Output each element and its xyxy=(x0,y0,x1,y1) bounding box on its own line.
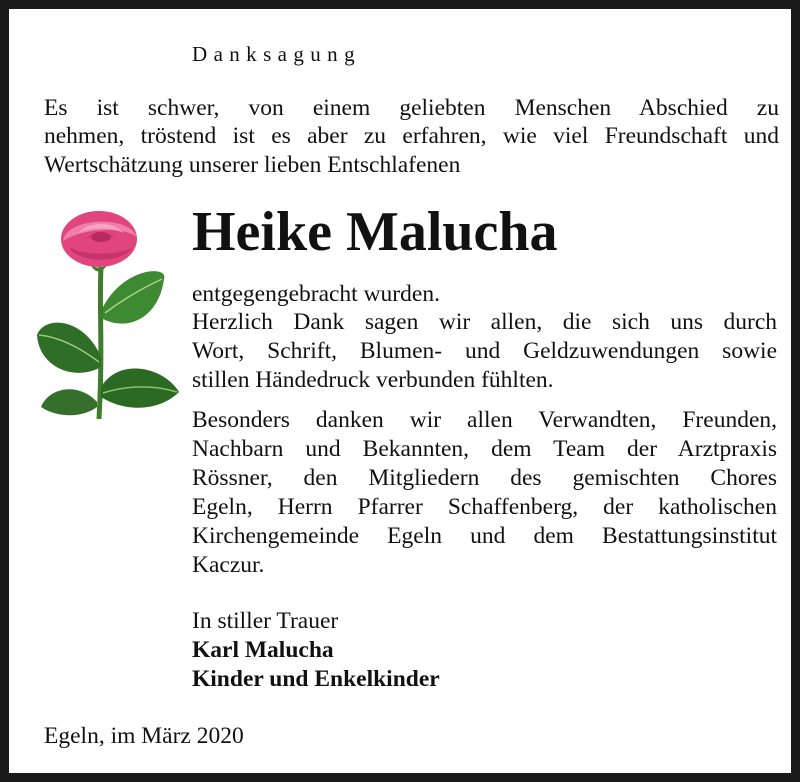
body-line: stillen Händedruck verbunden fühlten. xyxy=(192,367,554,393)
intro-line: Es ist schwer, von einem geliebten Menschen Abschied zu xyxy=(44,95,779,121)
intro-line: Wertschätzung unserer lieben Entschlafenen xyxy=(44,152,461,178)
rose-icon xyxy=(29,207,184,422)
body-line: Wort, Schrift, Blumen- und Geldzuwendungen sowie xyxy=(192,338,777,364)
notice-heading: Danksagung xyxy=(192,42,361,66)
closing-text: In stiller Trauer xyxy=(192,608,339,634)
signatory-family: Kinder und Enkelkinder xyxy=(192,666,440,692)
body-line: Egeln, Herrn Pfarrer Schaffenberg, der katholischen xyxy=(192,494,777,520)
body-line: Herzlich Dank sagen wir allen, die sich uns durch xyxy=(192,309,777,335)
body-line: Kirchengemeinde Egeln und dem Bestattungsinstitut xyxy=(192,523,777,549)
signatory-name: Karl Malucha xyxy=(192,637,334,663)
deceased-name: Heike Malucha xyxy=(192,201,558,263)
intro-line: nehmen, tröstend ist es aber zu erfahren, wie viel Freundschaft und xyxy=(44,123,779,149)
body-line: Nachbarn und Bekannten, dem Team der Arztpraxis xyxy=(192,436,777,462)
body-line: Kaczur. xyxy=(192,552,265,578)
place-date: Egeln, im März 2020 xyxy=(44,723,244,749)
body-line: Rössner, den Mitgliedern des gemischten Chores xyxy=(192,465,777,491)
body-line: Besonders danken wir allen Verwandten, Freunden, xyxy=(192,407,777,433)
body-line: entgegengebracht wurden. xyxy=(192,281,440,307)
